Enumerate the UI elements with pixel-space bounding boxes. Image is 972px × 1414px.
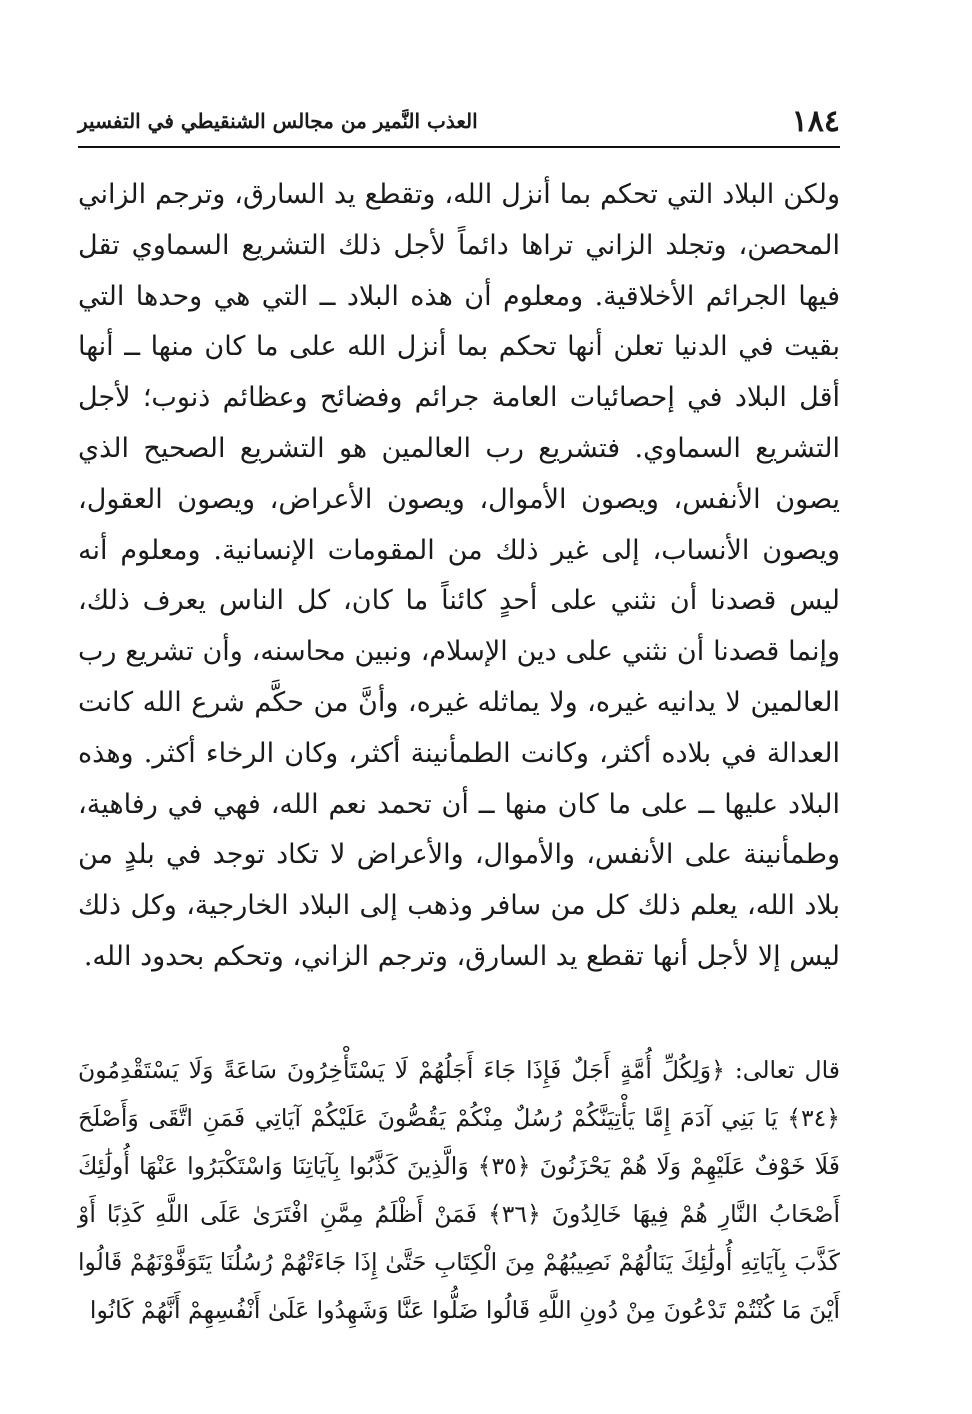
quran-verses: ﴿وَلِكُلِّ أُمَّةٍ أَجَلٌ فَإِذَا جَاءَ أَجَلُهُمْ لَا يَسْتَأْخِرُونَ سَاعَةً وَلَا يَسْتَقْدِمُونَ ﴿٣٤﴾ يَا بَنِي آدَمَ إِمَّا يَأْتِيَنَّكُمْ رُسُلٌ مِنْكُمْ يَقُصُّونَ عَلَيْكُمْ آيَاتِي فَمَنِ اتَّقَى وَأَصْلَحَ فَلَا خَوْفٌ عَلَيْهِمْ وَلَا هُمْ يَحْزَنُونَ ﴿٣٥﴾ وَالَّذِينَ كَذَّبُوا بِآيَاتِنَا وَاسْتَكْبَرُوا عَنْهَا أُولَٰئِكَ أَصْحَابُ النَّارِ هُمْ فِيهَا خَالِدُونَ ﴿٣٦﴾ فَمَنْ أَظْلَمُ مِمَّنِ افْتَرَىٰ عَلَى اللَّهِ كَذِبًا أَوْ كَذَّبَ بِآيَاتِهِ أُولَٰئِكَ يَنَالُهُمْ نَصِيبُهُمْ مِنَ الْكِتَابِ حَتَّىٰ إِذَا جَاءَتْهُمْ رُسُلُنَا يَتَوَفَّوْنَهُمْ قَالُوا أَيْنَ مَا كُنْتُمْ تَدْعُونَ مِنْ دُونِ اللَّهِ قَالُوا ضَلُّوا عَنَّا وَشَهِدُوا عَلَىٰ أَنْفُسِهِمْ أَنَّهُمْ كَانُوا [78,1056,840,1324]
quote-intro: قال تعالى: [734,1056,841,1084]
quran-quote [78,1046,840,1334]
body-paragraph: ولكن البلاد التي تحكم بما أنزل الله، وتقطع يد السارق، وترجم الزاني المحصن، وتجلد الزاني تراها دائماً لأجل ذلك التشريع السماوي تقل فيها الجرائم الأخلاقية. ومعلوم أن هذه البلاد ــ التي هي وحدها التي بقيت في الدنيا تعلن أنها تحكم بما أنزل الله على ما كان منها ــ أنها أقل البلاد في إحصائيات العامة جرائم وفضائح وعظائم ذنوب؛ لأجل التشريع السماوي. فتشريع رب العالمين هو التشريع الصحيح الذي يصون الأنفس، ويصون الأموال، ويصون الأعراض، ويصون العقول، ويصون الأنساب، إلى غير ذلك من المقومات الإنسانية. ومعلوم أنه ليس قصدنا أن نثني على أحدٍ كائناً ما كان، كل الناس يعرف ذلك، وإنما قصدنا أن نثني على دين الإسلام، ونبين محاسنه، وأن تشريع رب العالمين لا يدانيه غيره، ولا يماثله غيره، وأنَّ من حكَّم شرع الله كانت العدالة في بلاده أكثر، وكانت الطمأنينة أكثر، وكان الرخاء أكثر. وهذه البلاد عليها ــ على ما كان منها ــ أن تحمد نعم الله، فهي في رفاهية، وطمأنينة على الأنفس، والأموال، والأعراض لا تكاد توجد في بلدٍ من بلاد الله، يعلم ذلك كل من سافر وذهب إلى البلاد الخارجية، وكل ذلك ليس إلا لأجل أنها تقطع يد السارق، وترجم الزاني، وتحكم بحدود الله. [78,179,840,972]
running-title: العذب النَّمير من مجالس الشنقيطي في التفسير [78,109,478,133]
page-header [78,96,840,148]
page-number: ١٨٤ [791,103,840,139]
